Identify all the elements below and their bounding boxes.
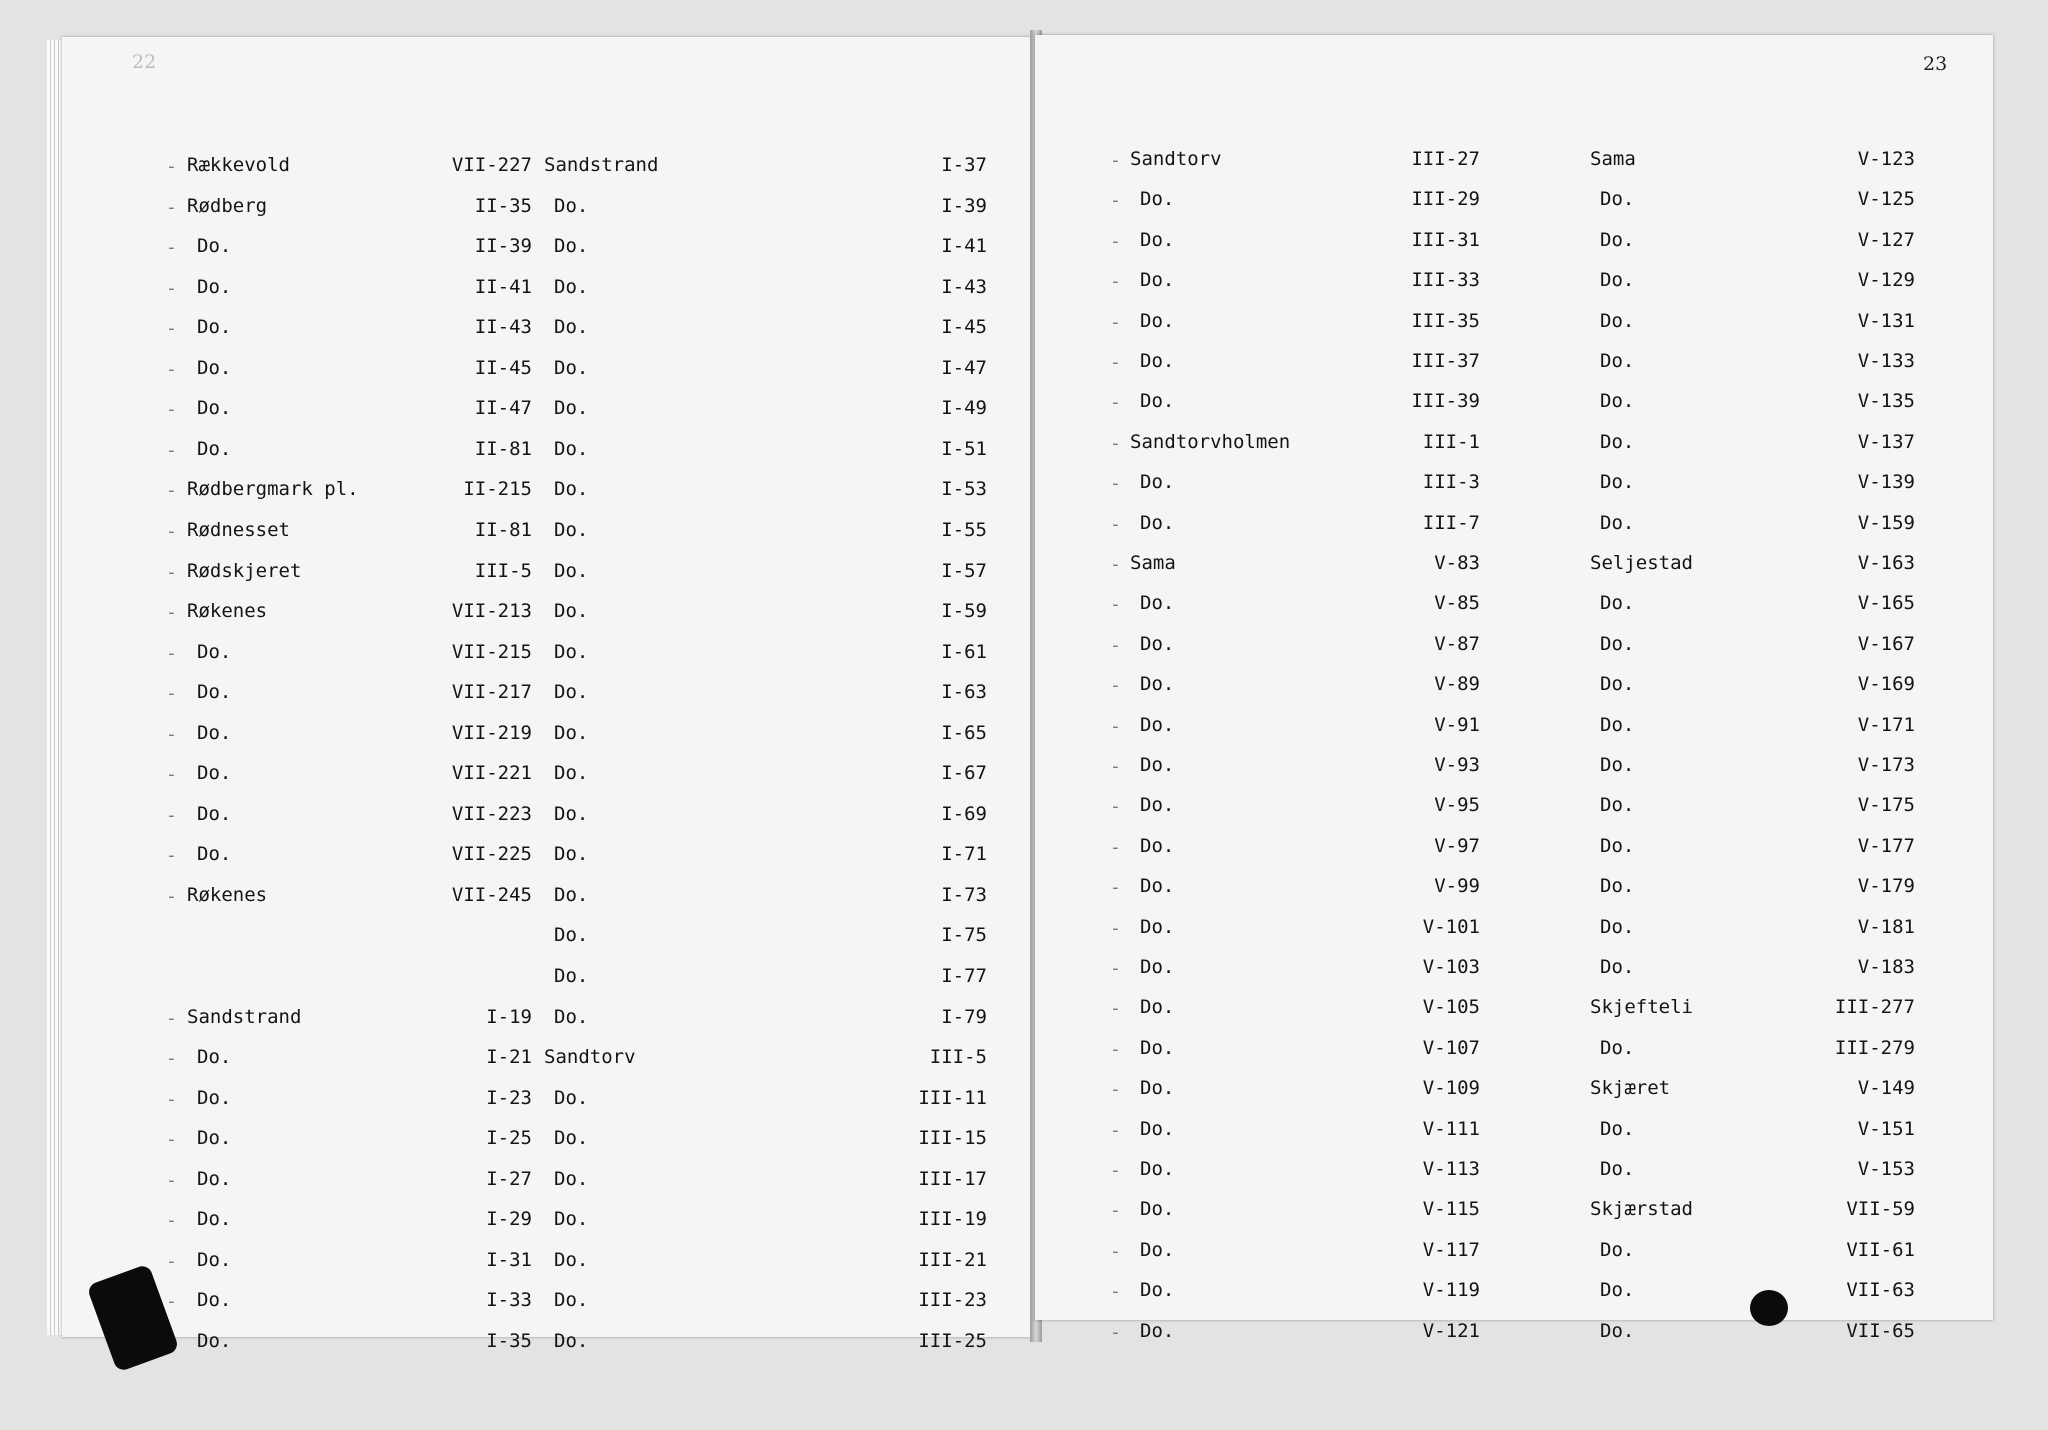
entry-reference: III-3 [1422,471,1480,493]
entry-reference: II-47 [474,397,532,419]
entry-reference: I-79 [941,1006,987,1028]
entry-name: Do. [554,600,589,622]
entry-name: Do. [1600,269,1635,291]
entry-reference: V-139 [1857,471,1915,493]
entry-reference: I-31 [486,1249,532,1271]
entry-name: Do. [197,762,232,784]
entry-reference: I-63 [941,681,987,703]
entry-reference: V-179 [1857,875,1915,897]
entry-name: Do. [1140,390,1175,412]
entry-reference: V-133 [1857,350,1915,372]
row-tick-mark: - [166,683,177,704]
row-tick-mark: - [166,643,177,664]
entry-reference: III-35 [1411,310,1480,332]
row-tick-mark: - [166,399,177,420]
row-tick-mark: - [1110,1160,1121,1181]
entry-name: Sandstrand [187,1006,302,1028]
entry-name: Do. [1600,714,1635,736]
entry-name: Do. [197,1289,232,1311]
entry-reference: III-1 [1422,431,1480,453]
entry-name: Skjefteli [1590,996,1693,1018]
entry-reference: I-73 [941,884,987,906]
row-tick-mark: - [166,521,177,542]
entry-name: Do. [197,1249,232,1271]
row-tick-mark: - [1110,1322,1121,1343]
row-tick-mark: - [1110,1039,1121,1060]
entry-name: Rødbergmark pl. [187,478,359,500]
entry-name: Do. [554,1168,589,1190]
row-tick-mark: - [166,440,177,461]
entry-reference: V-111 [1422,1118,1480,1140]
entry-name: Do. [1600,1279,1635,1301]
entry-name: Do. [197,357,232,379]
entry-reference: V-95 [1434,794,1480,816]
entry-reference: V-83 [1434,552,1480,574]
entry-name: Do. [197,722,232,744]
row-tick-mark: - [1110,190,1121,211]
entry-name: Do. [554,641,589,663]
entry-name: Do. [554,1330,589,1352]
entry-name: Sandtorvholmen [1130,431,1291,453]
entry-reference: I-65 [941,722,987,744]
row-tick-mark: - [1110,231,1121,252]
entry-reference: III-23 [918,1289,987,1311]
row-tick-mark: - [1110,473,1121,494]
entry-reference: V-135 [1857,390,1915,412]
row-tick-mark: - [1110,796,1121,817]
row-tick-mark: - [166,1291,177,1312]
entry-reference: III-17 [918,1168,987,1190]
entry-name: Do. [1600,431,1635,453]
entry-reference: V-171 [1857,714,1915,736]
entry-name: Rækkevold [187,154,290,176]
entry-name: Do. [1140,1118,1175,1140]
entry-name: Do. [1140,754,1175,776]
right-page [1035,35,1993,1343]
entry-reference: I-21 [486,1046,532,1068]
entry-name: Do. [1600,1037,1635,1059]
entry-name: Do. [1600,310,1635,332]
entry-name: Do. [1140,1077,1175,1099]
entry-name: Do. [197,1208,232,1230]
entry-reference: I-77 [941,965,987,987]
entry-reference: V-93 [1434,754,1480,776]
entry-name: Do. [1600,188,1635,210]
entry-name: Do. [554,762,589,784]
entry-name: Do. [197,803,232,825]
entry-name: Do. [1600,754,1635,776]
entry-reference: I-61 [941,641,987,663]
entry-name: Do. [1600,875,1635,897]
entry-name: Do. [197,1168,232,1190]
entry-name: Do. [197,681,232,703]
entry-reference: VII-213 [451,600,532,622]
entry-name: Do. [554,1087,589,1109]
entry-reference: III-31 [1411,229,1480,251]
row-tick-mark: - [166,764,177,785]
row-tick-mark: - [1110,635,1121,656]
entry-reference: VII-219 [451,722,532,744]
entry-reference: V-91 [1434,714,1480,736]
entry-reference: III-27 [1411,148,1480,170]
entry-reference: V-177 [1857,835,1915,857]
entry-name: Do. [554,316,589,338]
entry-reference: V-109 [1422,1077,1480,1099]
entry-name: Do. [554,843,589,865]
entry-reference: V-123 [1857,148,1915,170]
entry-name: Do. [1600,956,1635,978]
entry-reference: V-101 [1422,916,1480,938]
entry-name: Do. [554,1006,589,1028]
row-tick-mark: - [1110,877,1121,898]
row-tick-mark: - [166,1210,177,1231]
entry-reference: III-279 [1834,1037,1915,1059]
entry-reference: V-167 [1857,633,1915,655]
row-tick-mark: - [166,278,177,299]
entry-name: Do. [197,843,232,865]
entry-reference: II-81 [474,438,532,460]
entry-reference: III-21 [918,1249,987,1271]
entry-reference: I-67 [941,762,987,784]
entry-reference: III-277 [1834,996,1915,1018]
entry-name: Rødberg [187,195,268,217]
row-tick-mark: - [166,1089,177,1110]
entry-reference: V-125 [1857,188,1915,210]
entry-name: Do. [1140,1279,1175,1301]
entry-name: Do. [1600,1118,1635,1140]
entry-name: Do. [1140,794,1175,816]
entry-reference: V-85 [1434,592,1480,614]
row-tick-mark: - [1110,1200,1121,1221]
row-tick-mark: - [1110,150,1121,171]
entry-reference: VII-227 [451,154,532,176]
entry-name: Do. [554,803,589,825]
binder-clip-right [1750,1290,1788,1326]
entry-name: Do. [1140,633,1175,655]
entry-reference: I-37 [941,154,987,176]
row-tick-mark: - [1110,958,1121,979]
row-tick-mark: - [1110,514,1121,535]
entry-reference: V-131 [1857,310,1915,332]
entry-name: Do. [197,235,232,257]
entry-reference: V-181 [1857,916,1915,938]
row-tick-mark: - [166,237,177,258]
row-tick-mark: - [166,1048,177,1069]
page-number-left: 22 [132,51,157,73]
entry-name: Do. [554,519,589,541]
entry-name: Do. [197,1046,232,1068]
entry-reference: VII-65 [1846,1320,1915,1342]
entry-reference: V-183 [1857,956,1915,978]
entry-reference: I-27 [486,1168,532,1190]
entry-reference: I-35 [486,1330,532,1352]
row-tick-mark: - [1110,1079,1121,1100]
entry-name: Do. [197,316,232,338]
entry-reference: I-39 [941,195,987,217]
row-tick-mark: - [1110,392,1121,413]
row-tick-mark: - [1110,433,1121,454]
row-tick-mark: - [1110,594,1121,615]
entry-reference: V-99 [1434,875,1480,897]
entry-reference: VII-245 [451,884,532,906]
entry-reference: V-159 [1857,512,1915,534]
entry-name: Sandtorv [1130,148,1222,170]
entry-reference: V-97 [1434,835,1480,857]
entry-name: Rødnesset [187,519,290,541]
entry-name: Røkenes [187,600,268,622]
entry-reference: V-113 [1422,1158,1480,1180]
row-tick-mark: - [166,886,177,907]
entry-reference: VII-215 [451,641,532,663]
entry-name: Do. [197,1087,232,1109]
entry-name: Do. [554,235,589,257]
entry-reference: III-11 [918,1087,987,1109]
entry-reference: I-43 [941,276,987,298]
entry-reference: II-43 [474,316,532,338]
entry-name: Do. [1600,916,1635,938]
entry-name: Do. [1140,916,1175,938]
entry-name: Do. [1140,1198,1175,1220]
entry-reference: I-47 [941,357,987,379]
row-tick-mark: - [1110,837,1121,858]
entry-name: Do. [1600,1320,1635,1342]
entry-reference: I-25 [486,1127,532,1149]
entry-name: Do. [1140,673,1175,695]
entry-name: Røkenes [187,884,268,906]
entry-reference: VII-217 [451,681,532,703]
entry-name: Do. [554,560,589,582]
entry-reference: I-23 [486,1087,532,1109]
row-tick-mark: - [1110,554,1121,575]
entry-name: Do. [197,1330,232,1352]
entry-reference: II-81 [474,519,532,541]
row-tick-mark: - [1110,1120,1121,1141]
entry-name: Do. [554,276,589,298]
entry-name: Do. [1600,471,1635,493]
entry-name: Do. [197,1127,232,1149]
row-tick-mark: - [166,805,177,826]
entry-reference: I-75 [941,924,987,946]
entry-name: Do. [1600,1158,1635,1180]
entry-reference: V-165 [1857,592,1915,614]
entry-reference: II-35 [474,195,532,217]
row-tick-mark: - [166,197,177,218]
entry-name: Do. [197,276,232,298]
entry-name: Do. [1140,996,1175,1018]
entry-name: Sama [1590,148,1636,170]
entry-name: Do. [554,397,589,419]
entry-name: Do. [197,438,232,460]
entry-reference: V-107 [1422,1037,1480,1059]
entry-name: Do. [1600,592,1635,614]
entry-name: Do. [1140,512,1175,534]
entry-name: Sandtorv [544,1046,636,1068]
entry-reference: I-19 [486,1006,532,1028]
entry-name: Do. [1140,310,1175,332]
page-number-right: 23 [1923,53,1948,75]
entry-reference: VII-59 [1846,1198,1915,1220]
entry-reference: I-45 [941,316,987,338]
entry-name: Skjæret [1590,1077,1671,1099]
row-tick-mark: - [1110,998,1121,1019]
entry-name: Do. [554,1249,589,1271]
entry-name: Do. [1140,269,1175,291]
entry-reference: I-29 [486,1208,532,1230]
entry-name: Do. [1140,835,1175,857]
row-tick-mark: - [1110,1281,1121,1302]
entry-name: Do. [554,438,589,460]
entry-reference: III-5 [929,1046,987,1068]
entry-reference: III-7 [1422,512,1480,534]
entry-reference: V-127 [1857,229,1915,251]
entry-reference: V-175 [1857,794,1915,816]
entry-name: Sandstrand [544,154,659,176]
row-tick-mark: - [166,359,177,380]
entry-reference: VII-223 [451,803,532,825]
row-tick-mark: - [1110,716,1121,737]
entry-name: Do. [554,722,589,744]
entry-reference: V-149 [1857,1077,1915,1099]
entry-name: Do. [1600,512,1635,534]
entry-name: Do. [554,357,589,379]
entry-reference: I-53 [941,478,987,500]
entry-name: Do. [1140,1037,1175,1059]
entry-reference: V-121 [1422,1320,1480,1342]
entry-reference: V-103 [1422,956,1480,978]
row-tick-mark: - [166,845,177,866]
entry-name: Skjærstad [1590,1198,1693,1220]
entry-reference: VII-63 [1846,1279,1915,1301]
entry-name: Do. [554,195,589,217]
row-tick-mark: - [166,1251,177,1272]
row-tick-mark: - [166,480,177,501]
entry-name: Do. [197,397,232,419]
entry-name: Do. [1140,714,1175,736]
entry-reference: V-129 [1857,269,1915,291]
left-page [62,37,1038,1352]
entry-name: Do. [554,681,589,703]
entry-name: Do. [1140,188,1175,210]
entry-name: Do. [1600,673,1635,695]
entry-reference: I-55 [941,519,987,541]
row-tick-mark: - [166,562,177,583]
entry-name: Do. [1600,229,1635,251]
entry-reference: VII-61 [1846,1239,1915,1261]
row-tick-mark: - [1110,271,1121,292]
entry-name: Seljestad [1590,552,1693,574]
row-tick-mark: - [1110,352,1121,373]
row-tick-mark: - [1110,756,1121,777]
entry-name: Do. [1600,633,1635,655]
entry-reference: V-163 [1857,552,1915,574]
entry-reference: V-137 [1857,431,1915,453]
entry-reference: V-89 [1434,673,1480,695]
entry-name: Do. [197,641,232,663]
row-tick-mark: - [166,724,177,745]
entry-reference: I-69 [941,803,987,825]
row-tick-mark: - [1110,918,1121,939]
entry-name: Do. [1140,229,1175,251]
row-tick-mark: - [166,318,177,339]
entry-name: Do. [1600,1239,1635,1261]
row-tick-mark: - [166,1129,177,1150]
entry-name: Do. [1140,1320,1175,1342]
entry-name: Do. [1140,956,1175,978]
entry-reference: V-169 [1857,673,1915,695]
entry-reference: I-41 [941,235,987,257]
entry-name: Do. [554,1289,589,1311]
entry-reference: I-71 [941,843,987,865]
entry-name: Do. [1140,1239,1175,1261]
entry-reference: III-33 [1411,269,1480,291]
entry-name: Do. [554,924,589,946]
entry-reference: V-119 [1422,1279,1480,1301]
entry-reference: II-215 [463,478,532,500]
entry-reference: V-151 [1857,1118,1915,1140]
entry-reference: III-15 [918,1127,987,1149]
row-tick-mark: - [166,156,177,177]
entry-name: Do. [554,1208,589,1230]
entry-reference: V-105 [1422,996,1480,1018]
entry-reference: II-39 [474,235,532,257]
entry-reference: II-41 [474,276,532,298]
entry-name: Do. [1600,835,1635,857]
entry-name: Do. [554,884,589,906]
entry-reference: V-115 [1422,1198,1480,1220]
entry-reference: V-117 [1422,1239,1480,1261]
entry-reference: III-39 [1411,390,1480,412]
entry-reference: III-25 [918,1330,987,1352]
row-tick-mark: - [166,1170,177,1191]
entry-name: Do. [1140,471,1175,493]
entry-reference: VII-221 [451,762,532,784]
entry-reference: I-49 [941,397,987,419]
entry-reference: I-59 [941,600,987,622]
entry-name: Do. [554,965,589,987]
entry-reference: V-173 [1857,754,1915,776]
row-tick-mark: - [1110,1241,1121,1262]
row-tick-mark: - [166,1008,177,1029]
entry-name: Do. [1140,592,1175,614]
entry-reference: III-37 [1411,350,1480,372]
row-tick-mark: - [1110,312,1121,333]
entry-name: Do. [1140,1158,1175,1180]
entry-name: Do. [1140,350,1175,372]
entry-reference: III-29 [1411,188,1480,210]
entry-reference: III-19 [918,1208,987,1230]
entry-reference: I-57 [941,560,987,582]
entry-name: Rødskjeret [187,560,302,582]
entry-name: Sama [1130,552,1176,574]
entry-name: Do. [1600,794,1635,816]
entry-reference: I-51 [941,438,987,460]
entry-reference: III-5 [474,560,532,582]
entry-name: Do. [1140,875,1175,897]
entry-name: Do. [1600,390,1635,412]
entry-reference: I-33 [486,1289,532,1311]
entry-reference: V-87 [1434,633,1480,655]
entry-reference: VII-225 [451,843,532,865]
row-tick-mark: - [166,602,177,623]
entry-reference: II-45 [474,357,532,379]
entry-reference: V-153 [1857,1158,1915,1180]
entry-name: Do. [1600,350,1635,372]
row-tick-mark: - [1110,675,1121,696]
entry-name: Do. [554,478,589,500]
entry-name: Do. [554,1127,589,1149]
